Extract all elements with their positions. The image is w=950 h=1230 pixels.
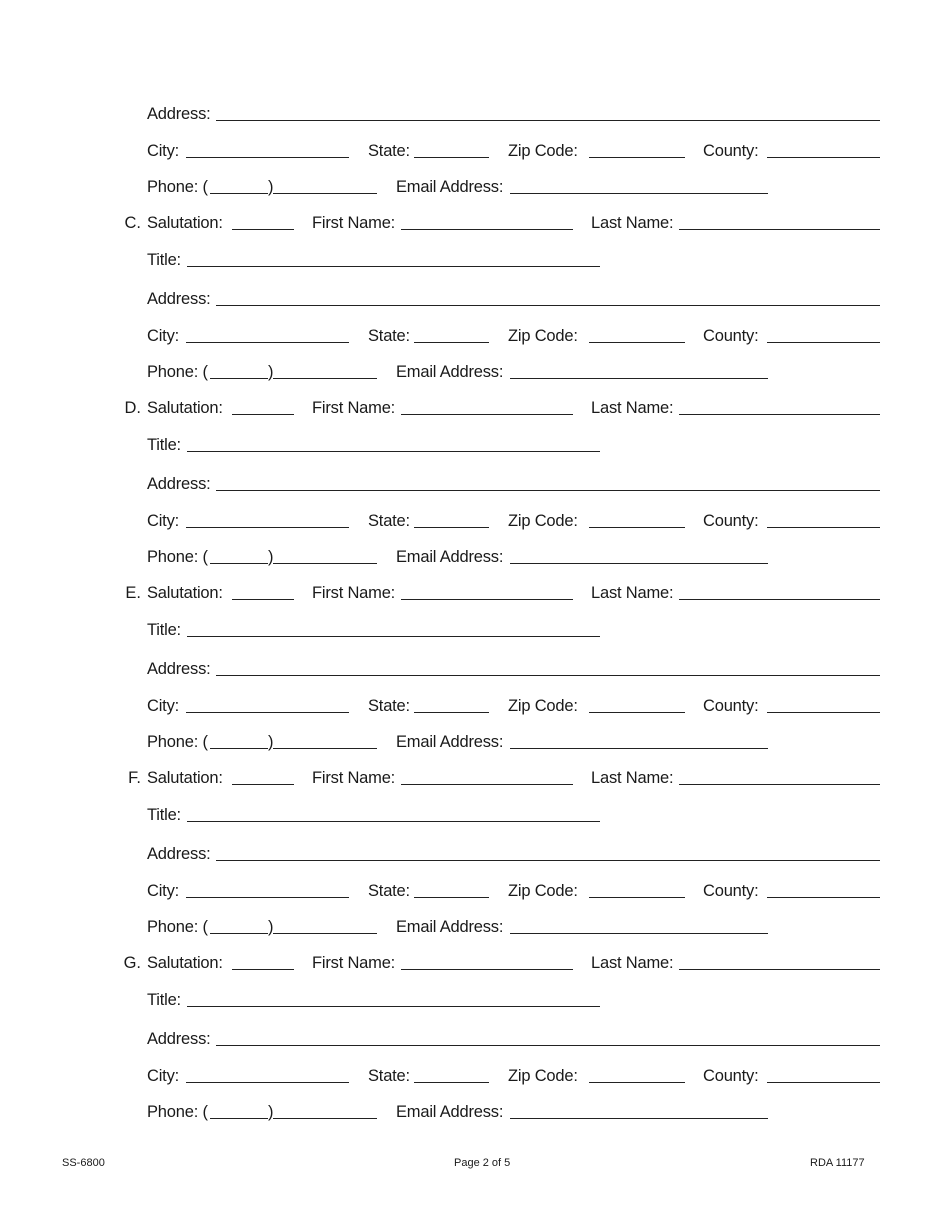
last-name-label: Last Name: xyxy=(591,768,674,787)
form-row xyxy=(0,1024,950,1050)
salutation-field[interactable] xyxy=(232,969,294,970)
address-field[interactable] xyxy=(216,120,880,121)
form-row xyxy=(0,578,950,604)
form-row xyxy=(0,691,950,717)
email-label: Email Address: xyxy=(396,547,504,566)
state-label: State: xyxy=(368,326,410,345)
form-row xyxy=(0,172,950,198)
form-row xyxy=(0,136,950,162)
salutation-label: Salutation: xyxy=(147,583,223,602)
county-field[interactable] xyxy=(767,342,880,343)
zip-code-field[interactable] xyxy=(589,157,685,158)
address-field[interactable] xyxy=(216,860,880,861)
salutation-label: Salutation: xyxy=(147,953,223,972)
salutation-field[interactable] xyxy=(232,414,294,415)
first-name-field[interactable] xyxy=(401,229,573,230)
county-field[interactable] xyxy=(767,527,880,528)
form-row xyxy=(0,542,950,568)
title-label: Title: xyxy=(147,805,181,824)
county-label: County: xyxy=(703,326,759,345)
salutation-field[interactable] xyxy=(232,784,294,785)
phone-area-code-field[interactable] xyxy=(210,378,268,379)
zip-code-label: Zip Code: xyxy=(508,511,578,530)
last-name-label: Last Name: xyxy=(591,398,674,417)
city-field[interactable] xyxy=(186,1082,349,1083)
state-label: State: xyxy=(368,696,410,715)
form-row xyxy=(0,284,950,310)
title-field[interactable] xyxy=(187,821,600,822)
address-label: Address: xyxy=(147,474,211,493)
form-row xyxy=(0,654,950,680)
last-name-field[interactable] xyxy=(679,969,880,970)
phone-paren: ) xyxy=(268,177,274,196)
state-field[interactable] xyxy=(414,342,489,343)
phone-number-field[interactable] xyxy=(273,748,377,749)
section-letter: E. xyxy=(125,583,141,602)
address-field[interactable] xyxy=(216,490,880,491)
phone-paren: ) xyxy=(268,1102,274,1121)
section-letter: D. xyxy=(124,398,141,417)
last-name-field[interactable] xyxy=(679,599,880,600)
zip-code-label: Zip Code: xyxy=(508,1066,578,1085)
state-field[interactable] xyxy=(414,712,489,713)
county-field[interactable] xyxy=(767,1082,880,1083)
title-label: Title: xyxy=(147,250,181,269)
zip-code-label: Zip Code: xyxy=(508,696,578,715)
email-field[interactable] xyxy=(510,563,768,564)
email-label: Email Address: xyxy=(396,362,504,381)
form-row xyxy=(0,985,950,1011)
state-field[interactable] xyxy=(414,527,489,528)
address-label: Address: xyxy=(147,289,211,308)
state-field[interactable] xyxy=(414,157,489,158)
form-row xyxy=(0,208,950,234)
zip-code-label: Zip Code: xyxy=(508,881,578,900)
zip-code-field[interactable] xyxy=(589,342,685,343)
title-field[interactable] xyxy=(187,1006,600,1007)
email-label: Email Address: xyxy=(396,917,504,936)
form-row xyxy=(0,430,950,456)
city-label: City: xyxy=(147,511,180,530)
form-row xyxy=(0,99,950,125)
email-field[interactable] xyxy=(510,748,768,749)
phone-number-field[interactable] xyxy=(273,933,377,934)
county-label: County: xyxy=(703,1066,759,1085)
state-field[interactable] xyxy=(414,897,489,898)
zip-code-field[interactable] xyxy=(589,1082,685,1083)
zip-code-field[interactable] xyxy=(589,527,685,528)
phone-label: Phone: ( xyxy=(147,177,208,196)
state-label: State: xyxy=(368,881,410,900)
state-label: State: xyxy=(368,141,410,160)
address-field[interactable] xyxy=(216,675,880,676)
phone-area-code-field[interactable] xyxy=(210,193,268,194)
email-field[interactable] xyxy=(510,193,768,194)
address-label: Address: xyxy=(147,104,211,123)
city-label: City: xyxy=(147,696,180,715)
city-field[interactable] xyxy=(186,712,349,713)
form-row xyxy=(0,948,950,974)
last-name-label: Last Name: xyxy=(591,213,674,232)
form-row xyxy=(0,1061,950,1087)
last-name-label: Last Name: xyxy=(591,953,674,972)
phone-area-code-field[interactable] xyxy=(210,1118,268,1119)
phone-area-code-field[interactable] xyxy=(210,563,268,564)
state-label: State: xyxy=(368,511,410,530)
email-label: Email Address: xyxy=(396,1102,504,1121)
title-field[interactable] xyxy=(187,636,600,637)
email-field[interactable] xyxy=(510,933,768,934)
email-label: Email Address: xyxy=(396,732,504,751)
zip-code-field[interactable] xyxy=(589,712,685,713)
first-name-label: First Name: xyxy=(312,768,396,787)
form-row xyxy=(0,800,950,826)
first-name-field[interactable] xyxy=(401,969,573,970)
email-label: Email Address: xyxy=(396,177,504,196)
form-row xyxy=(0,245,950,271)
form-row xyxy=(0,1097,950,1123)
county-label: County: xyxy=(703,511,759,530)
last-name-field[interactable] xyxy=(679,414,880,415)
section-letter: G. xyxy=(123,953,141,972)
page-number: Page 2 of 5 xyxy=(454,1157,511,1169)
salutation-label: Salutation: xyxy=(147,398,223,417)
last-name-field[interactable] xyxy=(679,784,880,785)
county-field[interactable] xyxy=(767,712,880,713)
phone-area-code-field[interactable] xyxy=(210,933,268,934)
address-label: Address: xyxy=(147,659,211,678)
rda-number: RDA 11177 xyxy=(810,1157,865,1169)
form-row xyxy=(0,912,950,938)
city-field[interactable] xyxy=(186,342,349,343)
address-field[interactable] xyxy=(216,1045,880,1046)
zip-code-label: Zip Code: xyxy=(508,326,578,345)
city-label: City: xyxy=(147,1066,180,1085)
last-name-label: Last Name: xyxy=(591,583,674,602)
city-field[interactable] xyxy=(186,527,349,528)
form-number: SS-6800 xyxy=(62,1157,105,1169)
first-name-label: First Name: xyxy=(312,398,396,417)
phone-number-field[interactable] xyxy=(273,193,377,194)
email-field[interactable] xyxy=(510,1118,768,1119)
last-name-field[interactable] xyxy=(679,229,880,230)
first-name-label: First Name: xyxy=(312,953,396,972)
form-row xyxy=(0,321,950,347)
salutation-label: Salutation: xyxy=(147,768,223,787)
form-row xyxy=(0,763,950,789)
phone-label: Phone: ( xyxy=(147,362,208,381)
form-row xyxy=(0,615,950,641)
title-field[interactable] xyxy=(187,451,600,452)
phone-paren: ) xyxy=(268,362,274,381)
title-field[interactable] xyxy=(187,266,600,267)
county-field[interactable] xyxy=(767,157,880,158)
phone-label: Phone: ( xyxy=(147,1102,208,1121)
phone-number-field[interactable] xyxy=(273,1118,377,1119)
address-label: Address: xyxy=(147,844,211,863)
title-label: Title: xyxy=(147,990,181,1009)
first-name-label: First Name: xyxy=(312,213,396,232)
city-field[interactable] xyxy=(186,157,349,158)
phone-label: Phone: ( xyxy=(147,917,208,936)
city-field[interactable] xyxy=(186,897,349,898)
state-label: State: xyxy=(368,1066,410,1085)
title-label: Title: xyxy=(147,620,181,639)
first-name-field[interactable] xyxy=(401,599,573,600)
salutation-label: Salutation: xyxy=(147,213,223,232)
form-row xyxy=(0,727,950,753)
address-label: Address: xyxy=(147,1029,211,1048)
first-name-field[interactable] xyxy=(401,784,573,785)
county-label: County: xyxy=(703,881,759,900)
zip-code-field[interactable] xyxy=(589,897,685,898)
phone-number-field[interactable] xyxy=(273,378,377,379)
phone-paren: ) xyxy=(268,547,274,566)
form-row xyxy=(0,506,950,532)
phone-area-code-field[interactable] xyxy=(210,748,268,749)
form-row xyxy=(0,393,950,419)
phone-label: Phone: ( xyxy=(147,732,208,751)
phone-paren: ) xyxy=(268,732,274,751)
county-label: County: xyxy=(703,696,759,715)
salutation-field[interactable] xyxy=(232,599,294,600)
title-label: Title: xyxy=(147,435,181,454)
phone-number-field[interactable] xyxy=(273,563,377,564)
city-label: City: xyxy=(147,141,180,160)
first-name-label: First Name: xyxy=(312,583,396,602)
section-letter: C. xyxy=(124,213,141,232)
phone-label: Phone: ( xyxy=(147,547,208,566)
phone-paren: ) xyxy=(268,917,274,936)
form-row xyxy=(0,469,950,495)
form-row xyxy=(0,357,950,383)
first-name-field[interactable] xyxy=(401,414,573,415)
county-label: County: xyxy=(703,141,759,160)
form-row xyxy=(0,876,950,902)
city-label: City: xyxy=(147,326,180,345)
salutation-field[interactable] xyxy=(232,229,294,230)
address-field[interactable] xyxy=(216,305,880,306)
city-label: City: xyxy=(147,881,180,900)
zip-code-label: Zip Code: xyxy=(508,141,578,160)
email-field[interactable] xyxy=(510,378,768,379)
state-field[interactable] xyxy=(414,1082,489,1083)
county-field[interactable] xyxy=(767,897,880,898)
section-letter: F. xyxy=(128,768,141,787)
form-row xyxy=(0,839,950,865)
